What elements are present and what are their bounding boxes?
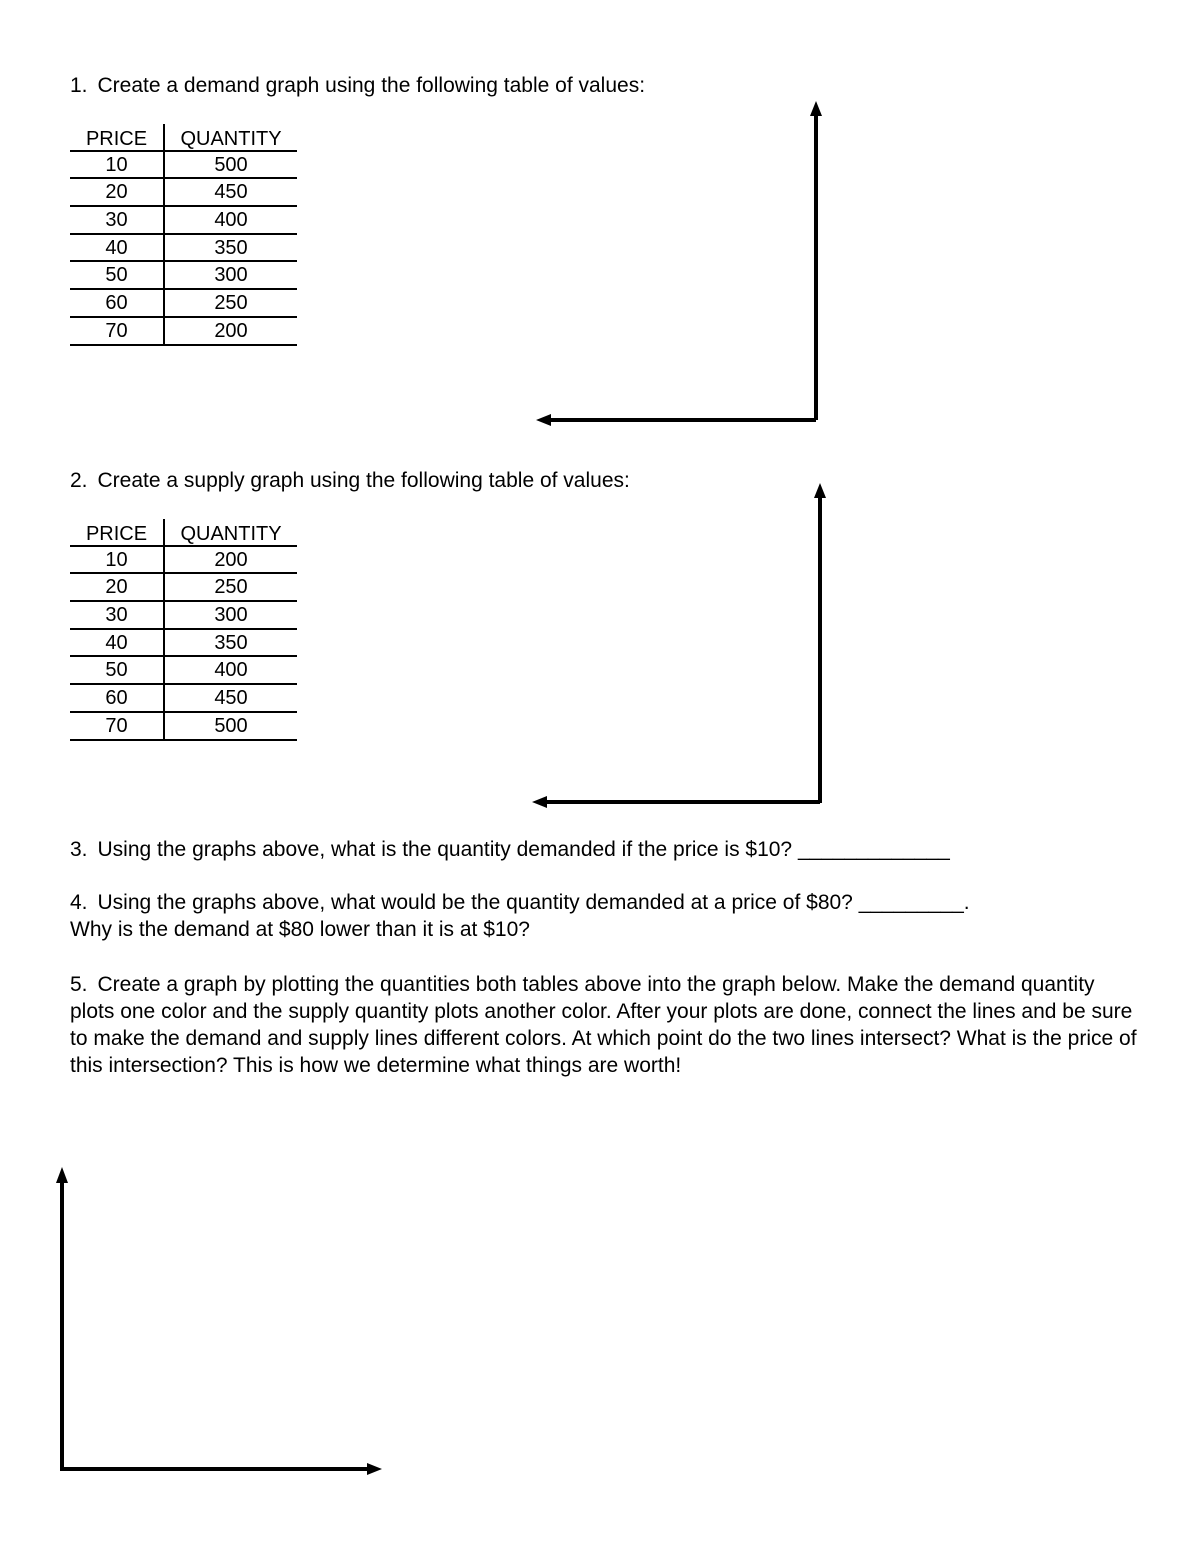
- table-row: [70, 656, 297, 684]
- demand-quantity-cell: 400: [164, 206, 297, 234]
- demand-price-cell: 10: [70, 151, 164, 179]
- question-5-text: Create a graph by plotting the quantities both tables above into the graph below. Make the demand quantity plots one color and the supply quantity plots another color. After your plots are done, connect the lines and be sure to make the demand and supply lines different colors. At which point do the two lines intersect? What is the price of this intersection? This is how we determine what things are worth!: [70, 973, 1137, 1077]
- supply-y-axis-arrow: [814, 483, 826, 498]
- supply-header-quantity: QUANTITY: [164, 519, 297, 546]
- supply-quantity-cell: 200: [164, 546, 297, 574]
- question-1-number: 1.: [70, 74, 88, 97]
- supply-quantity-cell: 300: [164, 601, 297, 629]
- supply-price-cell: 20: [70, 573, 164, 601]
- question-1: [70, 72, 645, 99]
- supply-price-cell: 10: [70, 546, 164, 574]
- question-4-line-2: Why is the demand at $80 lower than it is at $10?: [70, 918, 530, 941]
- demand-price-cell: 30: [70, 206, 164, 234]
- combined-x-axis-arrow: [367, 1463, 382, 1475]
- question-3-number: 3.: [70, 838, 88, 861]
- question-4-line-1: [70, 889, 1140, 916]
- demand-header-quantity: QUANTITY: [164, 124, 297, 151]
- supply-graph-axes: [532, 483, 826, 808]
- supply-price-cell: 70: [70, 712, 164, 740]
- demand-quantity-cell: 500: [164, 151, 297, 179]
- demand-table-header: [70, 124, 297, 151]
- supply-table: [70, 519, 297, 741]
- combined-y-axis-arrow: [56, 1167, 68, 1183]
- question-4-number: 4.: [70, 891, 88, 914]
- demand-price-cell: 50: [70, 261, 164, 289]
- demand-graph-axes: [536, 101, 822, 426]
- question-3-text: Using the graphs above, what is the quantity demanded if the price is $10? _____________: [97, 838, 950, 861]
- demand-x-axis-arrow: [536, 414, 551, 426]
- table-row: [70, 234, 297, 262]
- table-row: [70, 261, 297, 289]
- demand-price-cell: 20: [70, 178, 164, 206]
- demand-quantity-cell: 450: [164, 178, 297, 206]
- demand-header-price: PRICE: [70, 124, 164, 151]
- table-row: [70, 317, 297, 345]
- demand-table: [70, 124, 297, 346]
- table-row: [70, 206, 297, 234]
- question-2-text: Create a supply graph using the following table of values:: [97, 469, 630, 492]
- table-row: [70, 601, 297, 629]
- combined-graph-axes: [56, 1167, 382, 1475]
- question-4-text: Using the graphs above, what would be the quantity demanded at a price of $80? _________.: [97, 891, 970, 914]
- question-2-number: 2.: [70, 469, 88, 492]
- question-2: [70, 467, 630, 494]
- question-5: [70, 971, 1140, 1079]
- demand-quantity-cell: 200: [164, 317, 297, 345]
- supply-table-header: [70, 519, 297, 546]
- table-row: [70, 684, 297, 712]
- table-row: [70, 712, 297, 740]
- table-row: [70, 629, 297, 657]
- supply-quantity-cell: 350: [164, 629, 297, 657]
- supply-price-cell: 60: [70, 684, 164, 712]
- question-5-number: 5.: [70, 973, 88, 996]
- supply-price-cell: 50: [70, 656, 164, 684]
- supply-quantity-cell: 250: [164, 573, 297, 601]
- supply-quantity-cell: 500: [164, 712, 297, 740]
- demand-quantity-cell: 350: [164, 234, 297, 262]
- table-row: [70, 546, 297, 574]
- demand-y-axis-arrow: [810, 101, 822, 116]
- supply-price-cell: 30: [70, 601, 164, 629]
- question-3: [70, 836, 950, 863]
- demand-price-cell: 70: [70, 317, 164, 345]
- demand-quantity-cell: 300: [164, 261, 297, 289]
- table-row: [70, 573, 297, 601]
- table-row: [70, 178, 297, 206]
- supply-x-axis-arrow: [532, 796, 547, 808]
- supply-quantity-cell: 400: [164, 656, 297, 684]
- demand-quantity-cell: 250: [164, 289, 297, 317]
- table-row: [70, 151, 297, 179]
- demand-price-cell: 60: [70, 289, 164, 317]
- supply-header-price: PRICE: [70, 519, 164, 546]
- table-row: [70, 289, 297, 317]
- demand-price-cell: 40: [70, 234, 164, 262]
- question-1-text: Create a demand graph using the following table of values:: [97, 74, 646, 97]
- question-4: [70, 889, 1140, 943]
- supply-price-cell: 40: [70, 629, 164, 657]
- supply-quantity-cell: 450: [164, 684, 297, 712]
